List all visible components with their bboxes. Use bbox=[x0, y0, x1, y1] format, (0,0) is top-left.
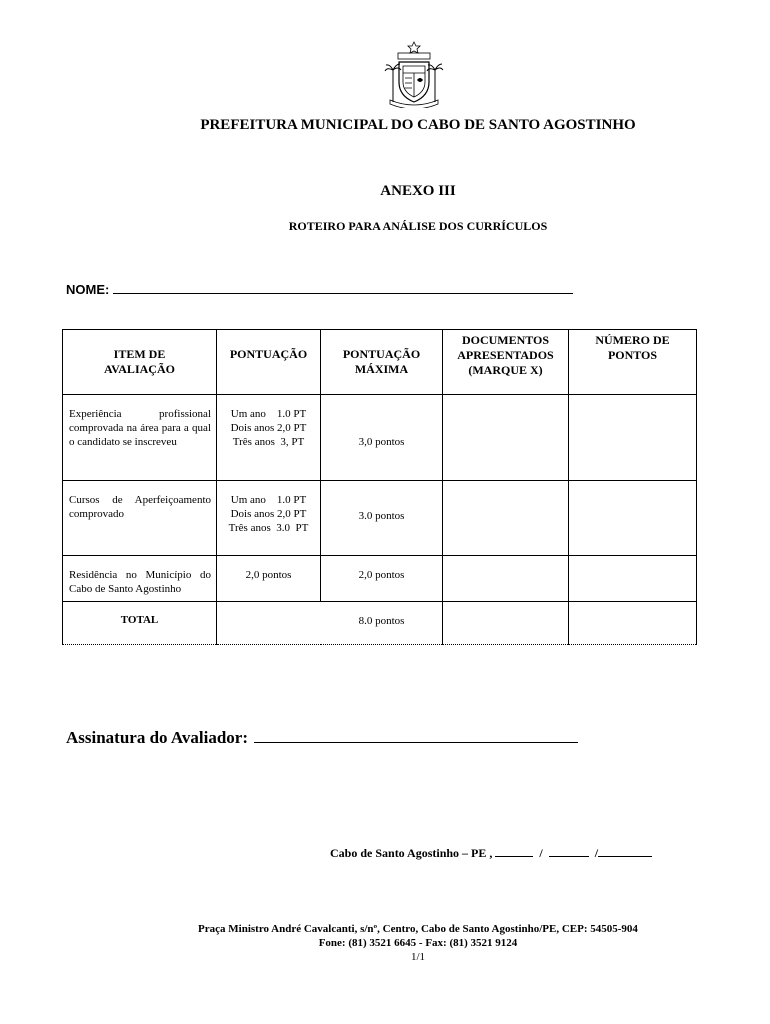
points-cell: Um ano 1.0 PT Dois anos 2,0 PT Três anos 3, PT bbox=[217, 395, 321, 481]
table-header-row bbox=[63, 330, 697, 395]
annex-title: ANEXO III bbox=[380, 183, 456, 199]
signature-label: Assinatura do Avaliador: bbox=[66, 728, 248, 747]
place-text: Cabo de Santo Agostinho – PE , bbox=[330, 846, 493, 860]
max-cell: 3,0 pontos bbox=[321, 395, 443, 481]
evaluation-table bbox=[62, 329, 697, 645]
name-blank-line[interactable] bbox=[113, 282, 573, 294]
footer-address: Praça Ministro André Cavalcanti, s/nº, Centro, Cabo de Santo Agostinho/PE, CEP: 54505-904 bbox=[198, 923, 638, 935]
year-blank[interactable] bbox=[598, 846, 652, 857]
documents-cell[interactable] bbox=[443, 481, 569, 556]
points-cell: 2,0 pontos bbox=[217, 556, 321, 602]
day-blank[interactable] bbox=[495, 846, 533, 857]
max-cell: 3.0 pontos bbox=[321, 481, 443, 556]
municipal-crest-logo bbox=[384, 40, 444, 108]
table-row bbox=[63, 556, 697, 602]
footer-phone: Fone: (81) 3521 6645 - Fax: (81) 3521 9124 bbox=[318, 937, 518, 949]
documents-cell[interactable] bbox=[443, 602, 569, 645]
month-blank[interactable] bbox=[549, 846, 589, 857]
header-number-points: NÚMERO DE PONTOS bbox=[569, 330, 697, 395]
document-subtitle: ROTEIRO PARA ANÁLISE DOS CURRÍCULOS bbox=[288, 219, 548, 233]
page-number: 1/1 bbox=[410, 951, 426, 963]
number-cell[interactable] bbox=[569, 481, 697, 556]
item-cell: Residência no Município do Cabo de Santo Agostinho bbox=[63, 556, 217, 602]
total-row bbox=[63, 602, 697, 645]
documents-cell[interactable] bbox=[443, 395, 569, 481]
signature-blank-line[interactable] bbox=[254, 728, 578, 743]
points-cell: Um ano 1.0 PT Dois anos 2,0 PT Três anos 3.0 PT bbox=[217, 481, 321, 556]
number-cell[interactable] bbox=[569, 602, 697, 645]
total-value: 8.0 pontos bbox=[217, 602, 443, 645]
total-label: TOTAL bbox=[63, 602, 217, 645]
number-cell[interactable] bbox=[569, 556, 697, 602]
signature-field bbox=[66, 728, 578, 748]
name-label: NOME: bbox=[66, 282, 110, 297]
table-row bbox=[63, 395, 697, 481]
header-item: ITEM DE AVALIAÇÃO bbox=[63, 330, 217, 395]
header-points: PONTUAÇÃO bbox=[217, 330, 321, 395]
table-row bbox=[63, 481, 697, 556]
number-cell[interactable] bbox=[569, 395, 697, 481]
documents-cell[interactable] bbox=[443, 556, 569, 602]
place-date-line: Cabo de Santo Agostinho – PE , / / bbox=[330, 846, 652, 861]
item-cell: Cursos de Aperfeiçoamento comprovado bbox=[63, 481, 217, 556]
max-cell: 2,0 pontos bbox=[321, 556, 443, 602]
organization-title: PREFEITURA MUNICIPAL DO CABO DE SANTO AGOSTINHO bbox=[200, 117, 636, 133]
header-documents: DOCUMENTOS APRESENTADOS (MARQUE X) bbox=[443, 330, 569, 395]
name-field bbox=[66, 282, 573, 297]
header-max-points: PONTUAÇÃO MÁXIMA bbox=[321, 330, 443, 395]
item-cell: Experiência profissional comprovada na área para a qual o candidato se inscreveu bbox=[63, 395, 217, 481]
